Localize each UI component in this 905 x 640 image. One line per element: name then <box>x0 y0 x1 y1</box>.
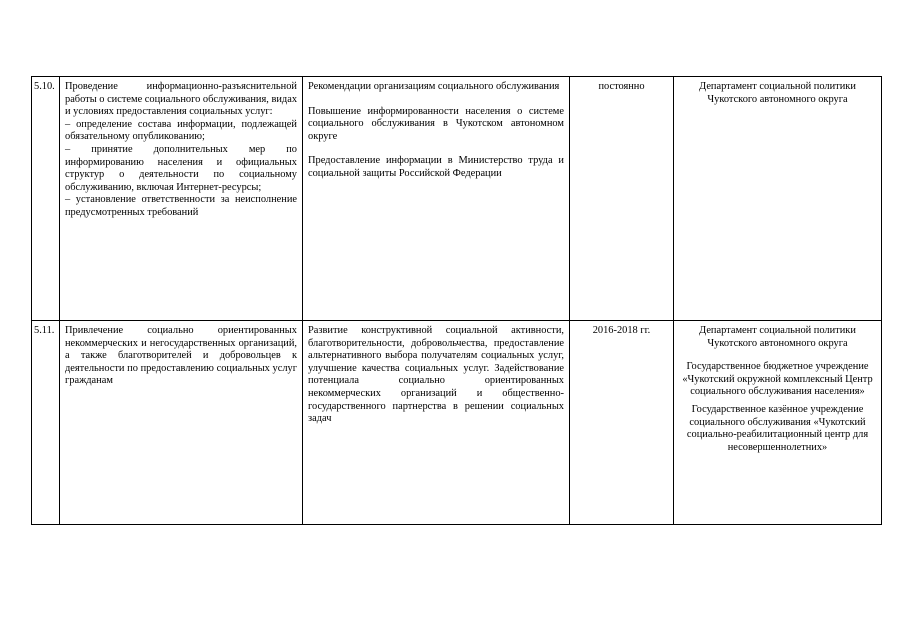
responsible-cell <box>674 321 882 525</box>
table-row <box>32 321 882 525</box>
activity-text: Привлечение социально ориентированных некоммерческих и негосударственных организаций, а также благотворителей и добровольцев к деятельности по предоставлению социальных услуг гражданам <box>65 325 297 387</box>
plan-table <box>31 76 882 525</box>
results-cell <box>303 321 570 525</box>
term-cell: постоянно <box>570 77 674 321</box>
responsible-text: Государственное казённое учреждение социального обслуживания «Чукотский социально-реабилитационный центр для несовершеннолетних» <box>686 403 869 453</box>
activity-cell <box>60 321 303 525</box>
result-text: Развитие конструктивной социальной активности, благотворительности, добровольчества, предоставление альтернативного выбора получателям социальных услуг, улучшение качества социальных услуг. Задействование потенциала социально ориентированных некоммерческих организаций и общественно-государственного партнерства в решении социальных задач <box>308 325 564 425</box>
table-row <box>32 77 882 321</box>
responsible-cell <box>674 77 882 321</box>
responsible-text: Департамент социальной политики Чукотского автономного округа <box>699 325 856 349</box>
results-cell <box>303 77 570 321</box>
activity-text: – определение состава информации, подлежащей обязательному опубликованию; <box>65 118 297 143</box>
result-text: Предоставление информации в Министерство труда и социальной защиты Российской Федерации <box>308 155 564 179</box>
result-text: Повышение информированности населения о системе социального обслуживания в Чукотском автономном округе <box>308 105 564 142</box>
activity-cell <box>60 77 303 321</box>
item-number: 5.10. <box>32 77 60 321</box>
activity-text: Проведение информационно-разъяснительной работы о системе социального обслуживания, видах и условиях предоставления социальных услуг: <box>65 81 298 118</box>
item-number: 5.11. <box>32 321 60 525</box>
activity-text: – принятие дополнительных мер по информированию населения и официальных структур о деятельности по социальному обслуживанию, включая Интернет-ресурсы; <box>65 143 297 193</box>
result-text: Рекомендации организациям социального обслуживания <box>308 81 560 92</box>
activity-text: – установление ответственности за неисполнение предусмотренных требований <box>65 194 297 218</box>
term-cell: 2016-2018 гг. <box>570 321 674 525</box>
responsible-text: Государственное бюджетное учреждение «Чукотский окружной комплексный Центр социального обслуживания населения» <box>682 361 873 398</box>
responsible-text: Департамент социальной политики Чукотского автономного округа <box>699 81 856 105</box>
